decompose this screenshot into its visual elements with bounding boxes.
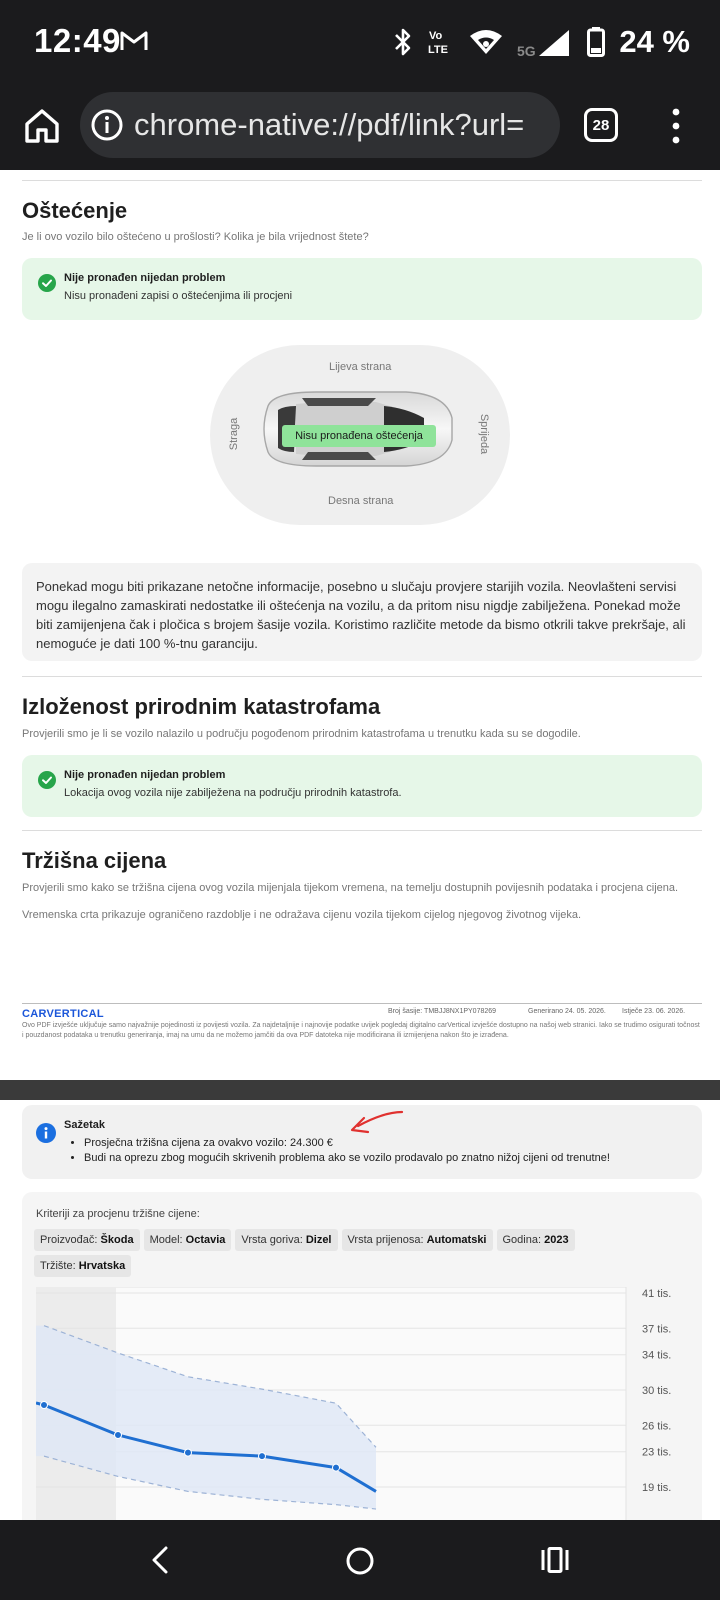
summary-item-warning: • Budi na oprezu zbog mogućih skrivenih problema ako se vozilo prodavalo po znatno nižoj cijeni od trenutne! (84, 1151, 610, 1166)
car-right-label: Desna strana (328, 495, 394, 507)
url-text[interactable]: chrome-native://pdf/link?url= (134, 107, 525, 142)
chart-data-point (185, 1449, 192, 1456)
more-menu-icon[interactable] (668, 108, 684, 144)
criteria-chip: Model: Octavia (144, 1229, 232, 1251)
criteria-chip: Vrsta goriva: Dizel (235, 1229, 337, 1251)
status-icons (393, 20, 690, 64)
svg-text:LTE: LTE (428, 44, 449, 56)
summary-title: Sažetak (64, 1119, 105, 1131)
criteria-chip: Tržište: Hrvatska (34, 1255, 131, 1277)
criteria-chips (34, 1229, 674, 1277)
chart-y-tick-label: 34 tis. (642, 1349, 672, 1362)
criteria-chip: Proizvođač: Škoda (34, 1229, 140, 1251)
ok-title: Nije pronađen nijedan problem (64, 272, 226, 284)
chart-data-point (41, 1401, 48, 1408)
chart-y-tick-label: 23 tis. (642, 1446, 672, 1459)
battery-icon (587, 27, 605, 57)
chart-y-tick-label: 41 tis. (642, 1288, 672, 1300)
chart-y-tick-label: 37 tis. (642, 1323, 672, 1336)
status-bar (0, 0, 720, 84)
volte-icon (427, 27, 455, 57)
svg-text:Vo: Vo (429, 30, 443, 42)
market-chart-card (22, 1192, 702, 1520)
car-rear-label: Straga (228, 417, 241, 451)
gmail-icon (120, 30, 148, 52)
disaster-subtitle: Provjerili smo je li se vozilo nalazilo u području pogođenom prirodnim katastrofama u trenutku kada su se dogodile. (22, 728, 581, 740)
home-circle-icon[interactable] (345, 1546, 375, 1576)
navigation-bar (0, 1520, 720, 1600)
tab-switcher-button[interactable]: 28 (584, 108, 618, 142)
market-subtitle-2: Vremenska crta prikazuje ograničeno razdoblje i ne odražava cijenu vozila tijekom cijelog njegovog životnog vijeka. (22, 909, 582, 921)
ok-text: Lokacija ovog vozila nije zabilježena na području prirodnih katastrofa. (64, 787, 402, 799)
info-icon[interactable] (90, 108, 124, 142)
disaster-title: Izloženost prirodnim katastrofama (22, 694, 381, 719)
market-price-chart (36, 1287, 696, 1520)
criteria-title: Kriteriji za procjenu tržišne cijene: (36, 1208, 200, 1220)
red-arrow-annotation-icon (344, 1108, 404, 1138)
clock: 12:49 (34, 22, 121, 59)
criteria-chip: Vrsta prijenosa: Automatski (342, 1229, 493, 1251)
chart-data-point (333, 1464, 340, 1471)
footer-vin: Broj šasije: TMBJJ8NX1PY078269 (388, 1008, 497, 1015)
battery-percent: 24 % (619, 24, 690, 59)
carvertical-logo: CARVERTICAL (22, 1008, 104, 1020)
damage-subtitle: Je li ovo vozilo bilo oštećeno u prošlosti? Kolika je bila vrijednost štete? (22, 231, 369, 243)
info-circle-icon (36, 1123, 56, 1143)
network-label: 5G (517, 43, 537, 58)
chart-data-point (259, 1453, 266, 1460)
wifi-icon (469, 28, 503, 56)
ok-title: Nije pronađen nijedan problem (64, 769, 226, 781)
market-title: Tržišna cijena (22, 848, 167, 873)
chart-y-tick-label: 19 tis. (642, 1482, 672, 1494)
summary-list (84, 1136, 610, 1166)
chart-y-tick-label: 26 tis. (642, 1420, 672, 1433)
pdf-page-2-content (0, 170, 720, 1520)
browser-toolbar (0, 84, 720, 170)
chart-y-tick-label: 30 tis. (642, 1385, 672, 1397)
summary-item-price: • Prosječna tržišna cijena za ovakvo vozilo: 24.300 € (84, 1136, 610, 1151)
car-left-label: Lijeva strana (329, 361, 392, 373)
home-icon[interactable] (22, 106, 62, 146)
footer-generated: Generirano 24. 05. 2026. (528, 1008, 606, 1015)
criteria-chip: Godina: 2023 (497, 1229, 575, 1251)
damage-note: Ponekad mogu biti prikazane netočne informacije, posebno u slučaju provjere starijih vozila. Neovlašteni servisi mogu ilegalno zamaskirati nedostatke ili oštećenja na vozilu, a da pritom nisu nigdje zabilježena. Ponekad može biti zamijenjena čak i pločica s brojem šasije vozila. Koristimo različite metode da bismo otkrili takve prekršaje, ali nemoguće je dati 100 %-tnu garanciju. (22, 563, 702, 661)
damage-title: Oštećenje (22, 198, 128, 223)
signal-icon (517, 26, 573, 58)
footer-expires: Istječe 23. 06. 2026. (622, 1008, 686, 1015)
footer-disclaimer: Ovo PDF izvješće uključuje samo najvažnije pojedinosti iz povijesti vozila. Za najdetaljnije i najnovije podatke uvijek pogledaj digitalno carVertical izvješće dostupno na našoj web stranici. Iako se trudimo osigurati točnost i pouzdanost podataka u trenutku generiranja, imaj na umu da ne možemo jamčiti da ova PDF datoteka nije modificirana ili izmijenjena nakon što je izrađena. (22, 1022, 700, 1039)
market-subtitle-1: Provjerili smo kako se tržišna cijena ovog vozila mijenjala tijekom vremena, na temelju dostupnih povijesnih podataka i procjena cijena. (22, 882, 679, 894)
back-icon[interactable] (150, 1546, 170, 1574)
chart-data-point (115, 1431, 122, 1438)
no-damage-tag: Nisu pronađena oštećenja (282, 425, 436, 447)
recent-apps-icon[interactable] (540, 1547, 570, 1573)
ok-text: Nisu pronađeni zapisi o oštećenjima ili procjeni (64, 290, 293, 302)
bluetooth-icon (393, 27, 413, 57)
url-bar[interactable] (80, 92, 560, 158)
car-front-label: Sprijeda (478, 413, 491, 455)
